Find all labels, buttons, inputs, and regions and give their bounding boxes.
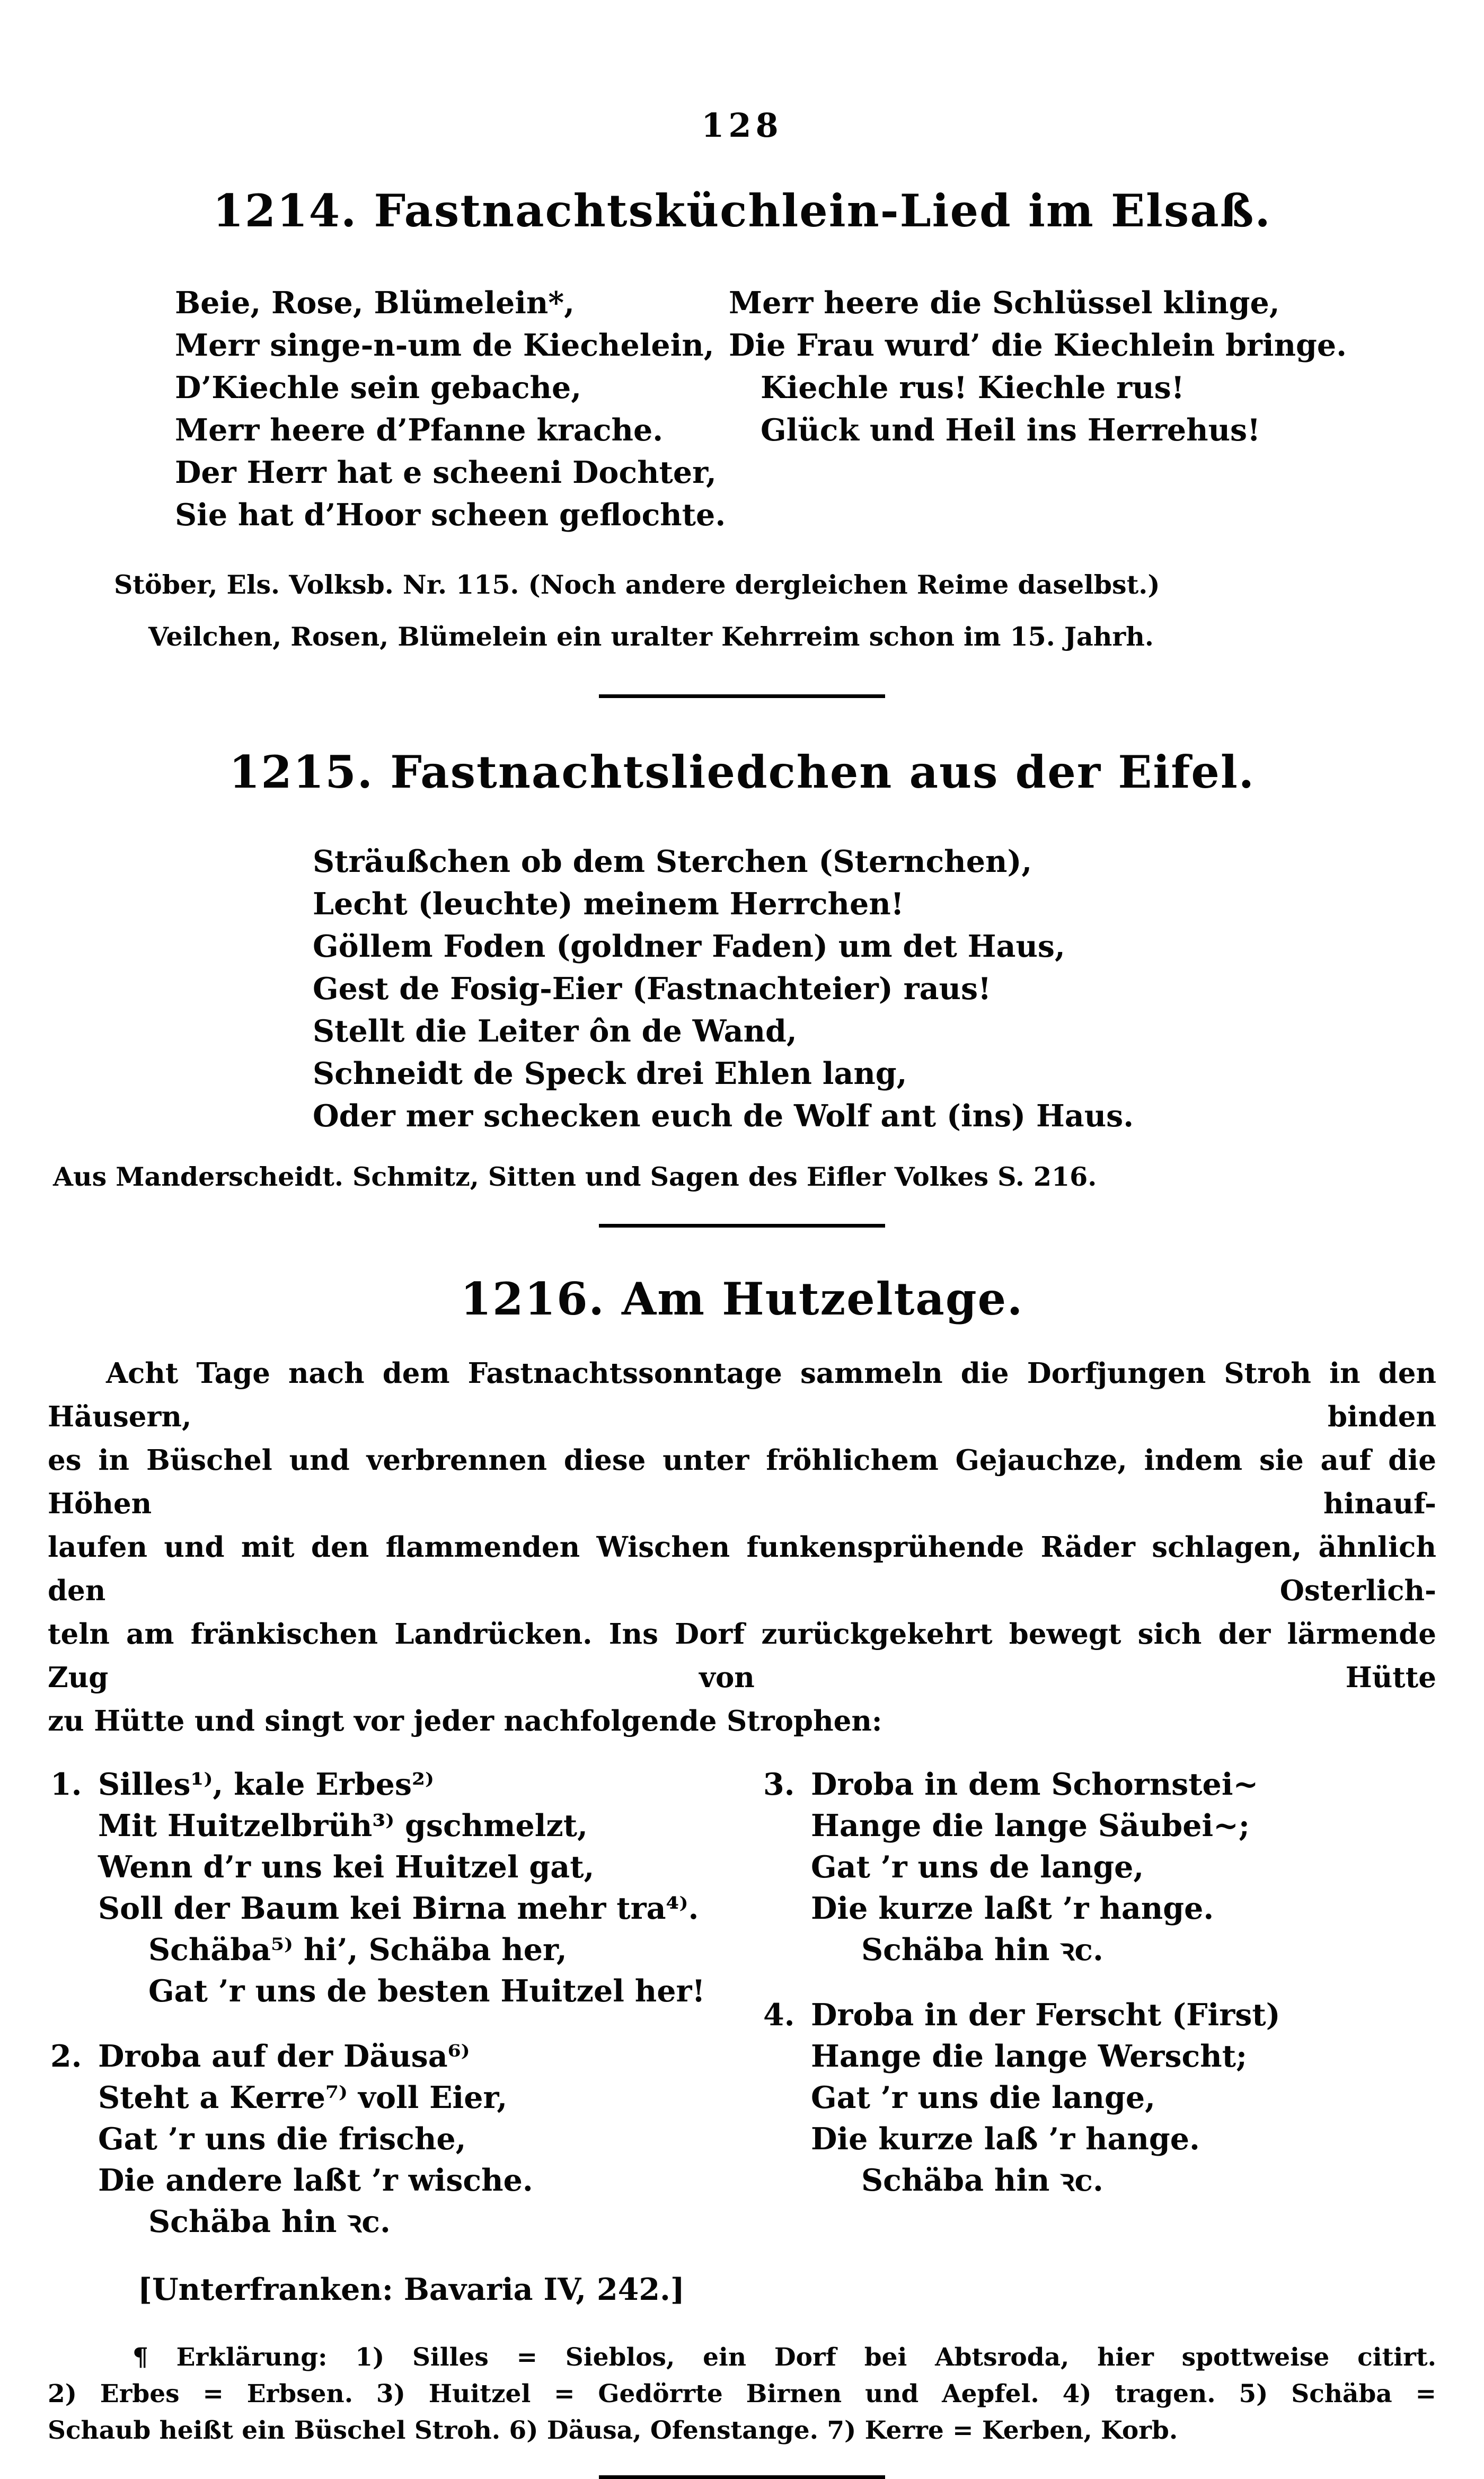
- verse-line: Hange die lange Säubei~;: [811, 1808, 1250, 1843]
- verse-line: D’Kiechle sein gebache,: [175, 370, 582, 405]
- verse-line: Sie hat d’Hoor scheen geflochte.: [175, 497, 726, 533]
- strophe-1: [50, 1764, 763, 2012]
- footnote-1214: Veilchen, Rosen, Blümelein ein uralter Kehrreim schon im 15. Jahrh.: [148, 621, 1154, 652]
- poem-1214: [48, 282, 1436, 536]
- footnote-line: Schaub heißt ein Büschel Stroh. 6) Däusa, Ofenstange. 7) Kerre = Kerben, Korb.: [48, 2416, 1178, 2445]
- strophe-number: 3.: [763, 1767, 795, 1802]
- verse-line: Die Frau wurd’ die Kiechlein bringe.: [729, 328, 1347, 363]
- footnote-line: ¶ Erklärung: 1) Silles = Sieblos, ein Dorf bei Abtsroda, hier spottweise citirt.: [132, 2343, 1436, 2372]
- source-line-1214: Stöber, Els. Volksb. Nr. 115. (Noch andere dergleichen Reime daselbst.): [114, 569, 1160, 600]
- verse-line: Gest de Fosig-Eier (Fastnachteier) raus!: [313, 971, 992, 1007]
- strophe-4: [763, 1995, 1280, 2201]
- verse-line: Schneidt de Speck drei Ehlen lang,: [313, 1056, 907, 1091]
- verse-line: Der Herr hat e scheeni Dochter,: [175, 455, 717, 490]
- verse-line: Merr singe-n-um de Kiechelein,: [175, 328, 714, 363]
- verse-line: Merr heere d’Pfanne krache.: [175, 412, 664, 448]
- verse-line: Mit Huitzelbrüh³⁾ gschmelzt,: [98, 1808, 588, 1843]
- strophe-3: [763, 1764, 1280, 1971]
- prose-line: teln am fränkischen Landrücken. Ins Dorf zurückgekehrt bewegt sich der lärmende Zug von Hütte: [48, 1618, 1436, 1694]
- verse-text: Droba in dem Schornstei~: [811, 1767, 1259, 1802]
- verse-text: Droba auf der Däusa⁶⁾: [98, 2039, 470, 2074]
- verse-line: Schäba⁵⁾ hi’, Schäba her,: [148, 1932, 567, 1968]
- verse-line: [763, 1764, 1280, 1805]
- verse-line: [50, 1764, 763, 1805]
- verse-line: Oder mer schecken euch de Wolf ant (ins) Haus.: [313, 1098, 1134, 1134]
- verse-line: Beie, Rose, Blümelein*,: [175, 285, 575, 321]
- verse-line: Gat ’r uns de besten Huitzel her!: [148, 1973, 705, 2009]
- footnote-line: 2) Erbes = Erbsen. 3) Huitzel = Gedörrte Birnen und Aepfel. 4) tragen. 5) Schäba =: [48, 2379, 1436, 2409]
- verse-line: Glück und Heil ins Herrehus!: [761, 412, 1261, 448]
- verse-line: Merr heere die Schlüssel klinge,: [729, 285, 1280, 321]
- verse-line: Die kurze laßt ’r hange.: [811, 1891, 1214, 1926]
- verse-line: Schäba hin ꝛc.: [861, 2163, 1103, 2198]
- verse-line: Gat ’r uns die lange,: [811, 2080, 1155, 2115]
- strophe-number: 4.: [763, 1997, 795, 2033]
- prose-line: laufen und mit den flammenden Wischen funkensprühende Räder schlagen, ähnlich den Osterlich-: [48, 1531, 1436, 1607]
- verse-line: Schäba hin ꝛc.: [861, 1932, 1103, 1968]
- poem-1214-left-column: [175, 282, 729, 536]
- strophes-left-column: [48, 1764, 763, 2243]
- verse-line: Stellt die Leiter ôn de Wand,: [313, 1013, 797, 1049]
- poem-1214-right-column: [729, 282, 1347, 536]
- section-title-1214: 1214. Fastnachtsküchlein-Lied im Elsaß.: [213, 184, 1271, 237]
- section-divider: [599, 694, 885, 698]
- verse-line: Steht a Kerre⁷⁾ voll Eier,: [98, 2080, 508, 2115]
- verse-line: Göllem Foden (goldner Faden) um det Haus,: [313, 929, 1065, 964]
- verse-line: Wenn d’r uns kei Huitzel gat,: [98, 1849, 595, 1885]
- prose-line: es in Büschel und verbrennen diese unter fröhlichem Gejauchze, indem sie auf die Höhen hinauf-: [48, 1444, 1436, 1520]
- end-divider: [599, 2475, 885, 2479]
- verse-line: Gat ’r uns die frische,: [98, 2121, 466, 2157]
- section-divider: [599, 1224, 885, 1228]
- prose-1216: [48, 1352, 1436, 1743]
- book-page: [48, 0, 1436, 2479]
- citation-1216: [Unterfranken: Bavaria IV, 242.]: [138, 2272, 685, 2307]
- erklaerung-footnotes: [48, 2339, 1436, 2449]
- verse-line: Kiechle rus! Kiechle rus!: [761, 370, 1185, 405]
- verse-line: Lecht (leuchte) meinem Herrchen!: [313, 886, 904, 922]
- verse-line: [50, 2036, 763, 2077]
- verse-line: Gat ’r uns de lange,: [811, 1849, 1144, 1885]
- prose-line: zu Hütte und singt vor jeder nachfolgende Strophen:: [48, 1705, 882, 1737]
- verse-line: Die andere laßt ’r wische.: [98, 2163, 533, 2198]
- strophe-number: 1.: [50, 1767, 82, 1802]
- section-title-1216: 1216. Am Hutzeltage.: [460, 1273, 1024, 1325]
- verse-line: Die kurze laß ’r hange.: [811, 2121, 1200, 2157]
- section-title-1215: 1215. Fastnachtsliedchen aus der Eifel.: [228, 746, 1255, 798]
- poem-1215: [48, 841, 1436, 1137]
- strophe-2: [50, 2036, 763, 2243]
- verse-line: Hange die lange Werscht;: [811, 2039, 1248, 2074]
- verse-line: Sträußchen ob dem Sterchen (Sternchen),: [313, 844, 1032, 879]
- verse-line: [763, 1995, 1280, 2036]
- strophes-right-column: [763, 1764, 1280, 2243]
- page-number: 128: [701, 106, 783, 145]
- strophes-1216: [48, 1764, 1436, 2243]
- verse-line: Soll der Baum kei Birna mehr tra⁴⁾.: [98, 1891, 699, 1926]
- verse-line: Schäba hin ꝛc.: [148, 2204, 391, 2239]
- verse-text: Droba in der Ferscht (First): [811, 1997, 1280, 2033]
- verse-text: Silles¹⁾, kale Erbes²⁾: [98, 1767, 434, 1802]
- prose-line: Acht Tage nach dem Fastnachtssonntage sammeln die Dorfjungen Stroh in den Häusern, binden: [48, 1357, 1436, 1433]
- strophe-number: 2.: [50, 2039, 82, 2074]
- source-line-1215: Aus Manderscheidt. Schmitz, Sitten und Sagen des Eifler Volkes S. 216.: [53, 1161, 1097, 1192]
